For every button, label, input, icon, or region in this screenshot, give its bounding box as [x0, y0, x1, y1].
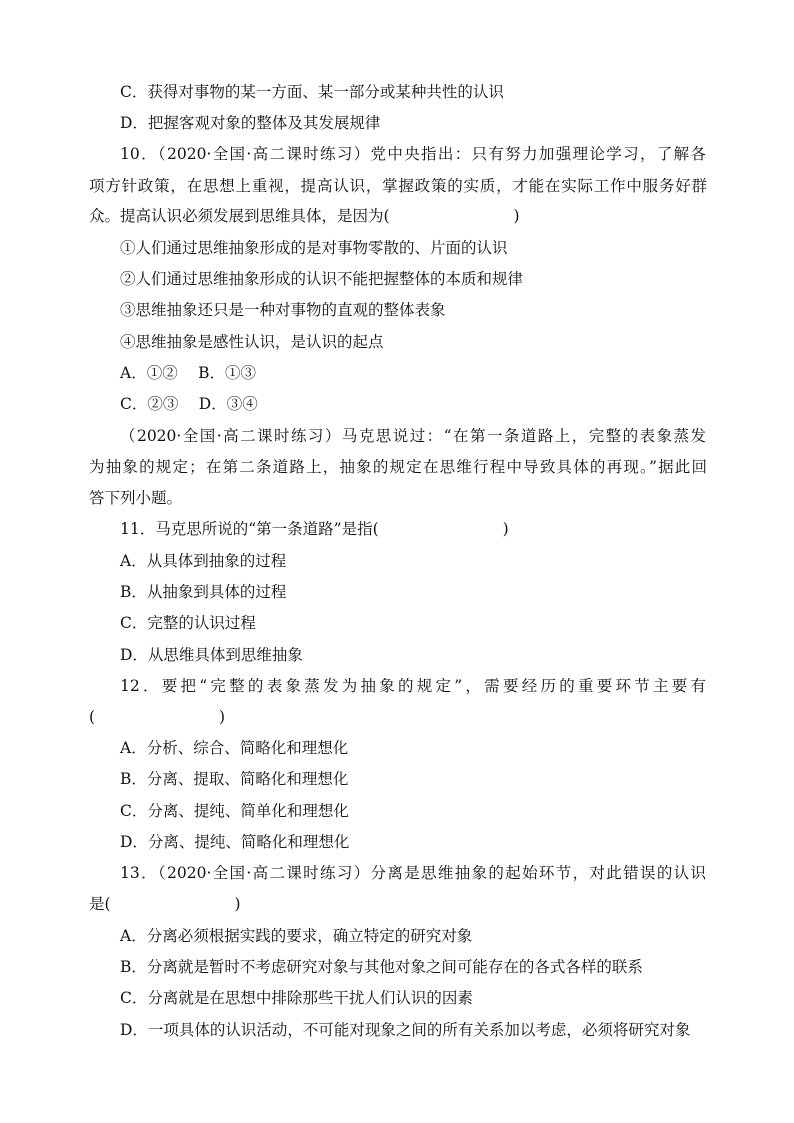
q11-option-d: D．从思维具体到思维抽象: [120, 646, 303, 664]
q13-stem-line-1: 13．（2020·全国·高二课时练习）分离是思维抽象的起始环节，对此错误的认识: [120, 864, 706, 882]
q13-option-d: D．一项具体的认识活动，不可能对现象之间的所有关系加以考虑，必须将研究对象: [120, 1021, 691, 1039]
q10-stem-line-1: 10．（2020·全国·高二课时练习）党中央指出：只有努力加强理论学习，了解各: [120, 145, 706, 163]
q10-options-ab: A．①② B．①③: [120, 364, 257, 382]
q12-option-d: D．分离、提纯、简略化和理想化: [120, 833, 350, 851]
q10-item-2: ②人们通过思维抽象形成的认识不能把握整体的本质和规律: [120, 270, 524, 288]
q10-options-cd: C．②③ D．③④: [120, 395, 258, 413]
q13-stem-line-2: 是( ): [89, 895, 241, 913]
q10-item-4: ④思维抽象是感性认识，是认识的起点: [120, 333, 384, 351]
passage-line-1: （2020·全国·高二课时练习）马克思说过：“在第一条道路上，完整的表象蒸发: [120, 427, 706, 445]
q13-option-a: A．分离必须根据实践的要求，确立特定的研究对象: [120, 927, 473, 945]
q12-option-a: A．分析、综合、简略化和理想化: [120, 739, 349, 757]
q12-option-c: C．分离、提纯、简单化和理想化: [120, 802, 349, 820]
q10-stem-line-2: 项方针政策，在思想上重视，提高认识，掌握政策的实质，才能在实际工作中服务好群: [89, 177, 707, 195]
q12-stem-line-1: 12．要把“完整的表象蒸发为抽象的规定”，需要经历的重要环节主要有: [120, 677, 706, 695]
q13-option-b: B．分离就是暂时不考虑研究对象与其他对象之间可能存在的各式各样的联系: [120, 958, 643, 976]
q12-option-b: B．分离、提取、简略化和理想化: [120, 770, 349, 788]
q12-stem-line-2: ( ): [89, 708, 226, 726]
q10-item-1: ①人们通过思维抽象形成的是对事物零散的、片面的认识: [120, 239, 508, 257]
q11-option-b: B．从抽象到具体的过程: [120, 583, 287, 601]
q10-item-3: ③思维抽象还只是一种对事物的直观的整体表象: [120, 301, 446, 319]
q13-option-c: C．分离就是在思想中排除那些干扰人们认识的因素: [120, 989, 473, 1007]
q11-option-a: A．从具体到抽象的过程: [120, 552, 287, 570]
passage-line-3: 答下列小题。: [89, 489, 183, 507]
passage-line-2: 为抽象的规定；在第二条道路上，抽象的规定在思维行程中导致具体的再现。”据此回: [89, 458, 707, 476]
q11-stem: 11．马克思所说的“第一条道路”是指( ): [120, 520, 509, 538]
q9-option-d: D．把握客观对象的整体及其发展规律: [120, 114, 381, 132]
q9-option-c: C．获得对事物的某一方面、某一部分或某种共性的认识: [120, 83, 504, 101]
q11-option-c: C．完整的认识过程: [120, 614, 256, 632]
q10-stem-line-3: 众。提高认识必须发展到思维具体，是因为( ): [89, 207, 520, 225]
